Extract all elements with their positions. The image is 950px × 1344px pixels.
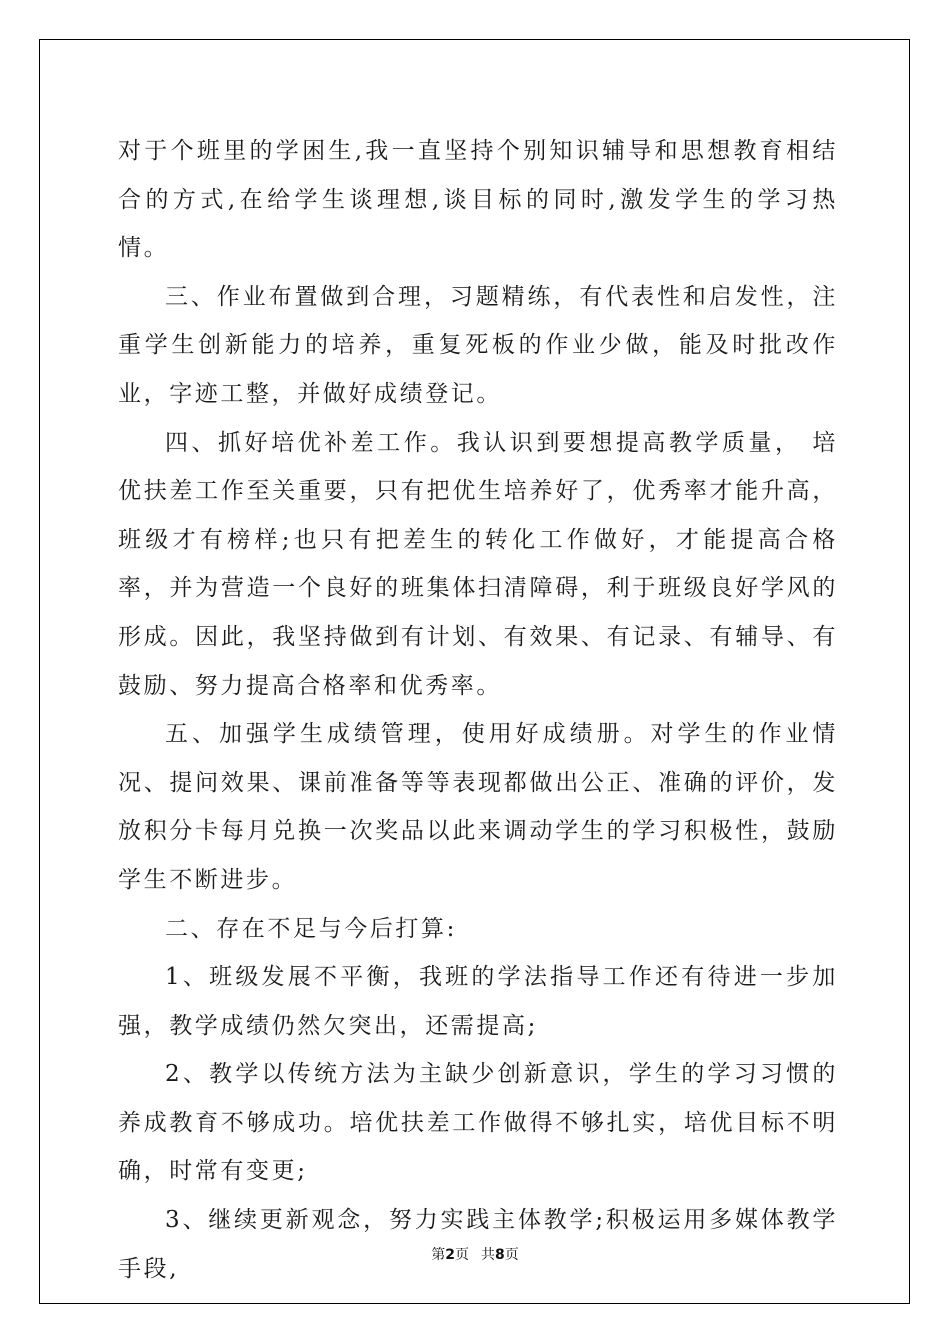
footer-current-page: 2 <box>445 1247 455 1263</box>
document-body <box>118 127 838 1293</box>
paragraph-6: 1、班级发展不平衡，我班的学法指导工作还有待进一步加强，教学成绩仍然欠突出，还需提高; <box>118 964 838 1039</box>
footer-page-prefix: 第 <box>431 1247 446 1263</box>
paragraph-2: 三、作业布置做到合理，习题精练，有代表性和启发性，注重学生创新能力的培养，重复死板的作业少做，能及时批改作业，字迹工整，并做好成绩登记。 <box>118 283 838 407</box>
paragraph-1: 对于个班里的学困生,我一直坚持个别知识辅导和思想教育相结合的方式,在给学生谈理想,谈目标的同时,激发学生的学习热情。 <box>118 138 838 262</box>
paragraph-4: 五、加强学生成绩管理，使用好成绩册。对学生的作业情况、提问效果、课前准备等等表现都做出公正、准确的评价，发放积分卡每月兑换一次奖品以此来调动学生的学习积极性，鼓励学生不断进步。 <box>118 721 838 893</box>
footer-total-pages: 8 <box>495 1247 505 1263</box>
paragraph-5: 二、存在不足与今后打算: <box>165 915 457 942</box>
paragraph-7: 2、教学以传统方法为主缺少创新意识，学生的学习习惯的养成教育不够成功。培优扶差工作做得不够扎实，培优目标不明确，时常有变更; <box>118 1061 838 1185</box>
footer-page-word: 页 <box>455 1247 469 1263</box>
footer-total-prefix: 共 <box>481 1247 495 1263</box>
footer-total-suffix: 页 <box>504 1247 519 1263</box>
paragraph-8: 3、继续更新观念，努力实践主体教学;积极运用多媒体教学手段, <box>118 1207 838 1282</box>
page-footer <box>0 1244 950 1264</box>
paragraph-3: 四、抓好培优补差工作。我认识到要想提高教学质量， 培优扶差工作至关重要，只有把优生培养好了，优秀率才能升高，班级才有榜样;也只有把差生的转化工作做好，才能提高合格率，并为营造一个良好的班集体扫清障碍，利于班级良好学风的形成。因此，我坚持做到有计划、有效果、有记录、有辅导、有鼓励、努力提高合格率和优秀率。 <box>118 429 838 699</box>
